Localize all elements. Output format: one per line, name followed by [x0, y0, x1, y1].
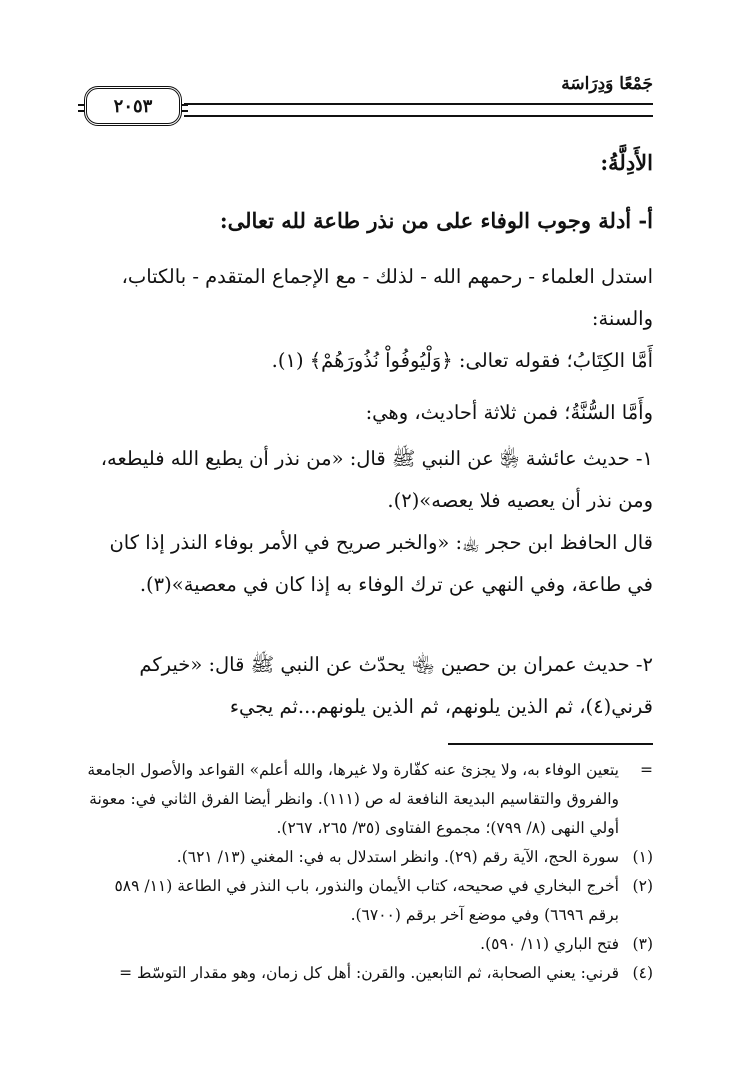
footnote-mark: (٤) — [632, 964, 653, 982]
paragraph-quran-evidence: أَمَّا الكِتَابُ؛ فقوله تعالى: ﴿وَلْيُوفُواْ نُذُورَهُمْ﴾ (١). — [271, 349, 653, 372]
footnotes — [86, 756, 653, 988]
section-title: الأَدِلَّةُ: — [600, 150, 653, 175]
footnote-separator — [448, 743, 653, 745]
footnote-text: قرني: يعني الصحابة، ثم التابعين. والقرن: أهل كل زمان، وهو مقدار التوسّط = — [119, 964, 619, 982]
footnote-mark: (٢) — [632, 877, 653, 895]
footnote-text: أخرج البخاري في صحيحه، كتاب الأيمان والنذور، باب النذر في الطاعة (١١/ ٥٨٩ برقم ٦٦٩٦) وفي موضع آخر برقم (٦٧٠٠). — [114, 877, 619, 924]
paragraph-hadith-aisha: ١- حديث عائشة ﵂ عن النبي ﷺ قال: «من نذر أن يطيع الله فليطعه، ومن نذر أن يعصيه فلا يعصه»(٢). — [100, 447, 653, 512]
subsection-title: أ- أدلة وجوب الوفاء على من نذر طاعة لله تعالى: — [219, 208, 653, 233]
paragraph-intro: استدل العلماء - رحمهم الله - لذلك - مع الإجماع المتقدم - بالكتاب، والسنة: — [121, 265, 653, 330]
paragraph-hadith-imran: ٢- حديث عمران بن حصين ﵄ يحدّث عن النبي ﷺ قال: «خيركم قرني(٤)، ثم الذين يلونهم، ثم الذين يلونهم...ثم يجيء — [139, 653, 653, 718]
footnote-text: سورة الحج، الآية رقم (٢٩). وانظر استدلال به في: المغني (١٣/ ٦٢١). — [176, 848, 619, 866]
footnote-text: فتح الباري (١١/ ٥٩٠). — [480, 935, 619, 953]
footnote-3 — [86, 930, 653, 959]
paragraph-sunnah-evidence: وأَمَّا السُّنَّةُ؛ فمن ثلاثة أحاديث، وهي: — [365, 401, 653, 424]
footnote-continued — [86, 756, 653, 843]
running-title: جَمْعًا وَدِرَاسَة — [561, 74, 653, 94]
footnote-2 — [86, 872, 653, 930]
paragraph-ibn-hajar: قال الحافظ ابن حجر ﵀: «والخبر صريح في الأمر بوفاء النذر إذا كان في طاعة، وفي النهي عن ترك الوفاء به إذا كان في معصية»(٣). — [109, 531, 653, 596]
footnote-mark: (٣) — [632, 935, 653, 953]
page-number: ٢٠٥٣ — [84, 86, 182, 126]
footnote-4 — [86, 959, 653, 988]
header-rule — [184, 103, 653, 117]
footnote-text: يتعين الوفاء به، ولا يجزئ عنه كفّارة ولا غيرها، والله أعلم» القواعد والأصول الجامعة والفروق والتقاسيم البديعة النافعة له ص (١١١). وانظر أيضا الفرق الثاني في: معونة أولي النهى (٨/ ٧٩٩)؛ مجموع الفتاوى (٣٥/ ٢٦٥، ٢٦٧). — [87, 761, 619, 837]
footnote-mark: = — [640, 761, 653, 779]
footnote-mark: (١) — [632, 848, 653, 866]
footnote-1 — [86, 843, 653, 872]
